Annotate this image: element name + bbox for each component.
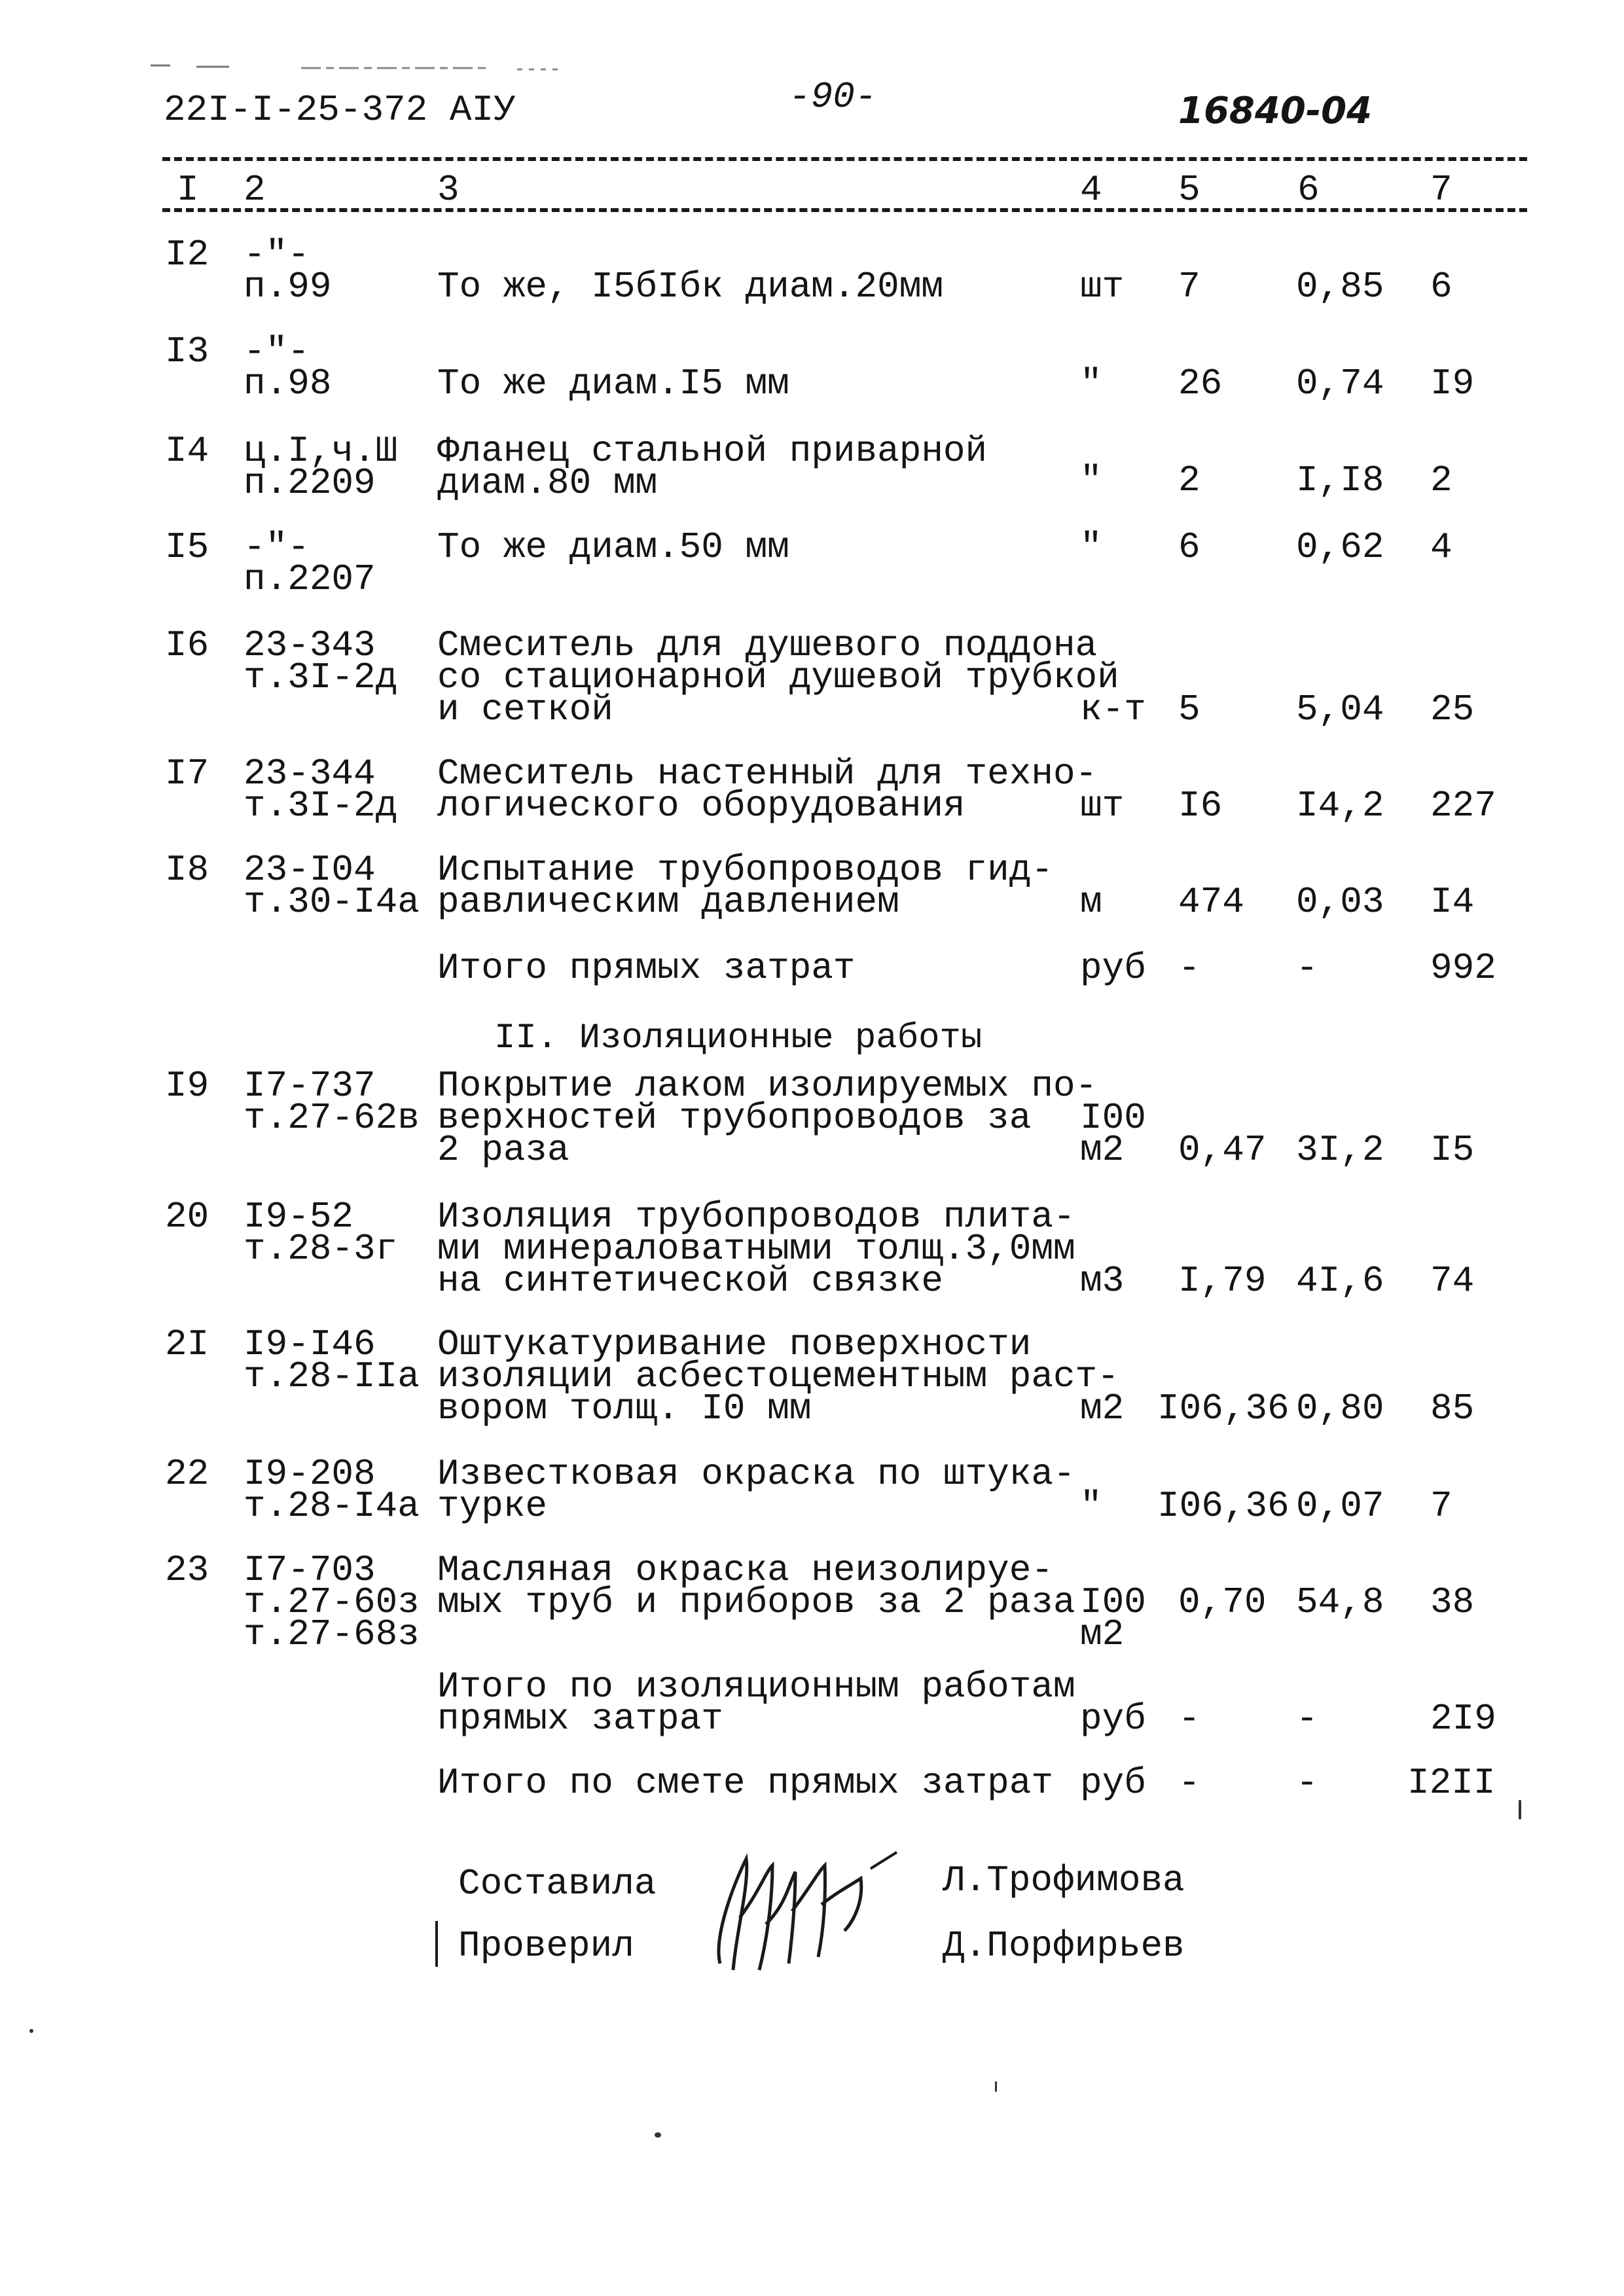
compiled-by-name: Л.Трофимова: [943, 1859, 1185, 1901]
row-desc: Изоляция трубопроводов плита- ми минераловатными толщ.3,0мм на синтетической связке: [437, 1196, 1075, 1302]
row-qty: 474: [1178, 881, 1244, 923]
row-no: I4: [165, 430, 209, 472]
scan-speck: [995, 2081, 997, 2092]
row-desc: Масляная окраска неизолируе- мых труб и приборов за 2 раза: [437, 1549, 1075, 1623]
col-header-6: 6: [1297, 169, 1320, 211]
row-ref: I9-52 т.28-3г: [244, 1196, 398, 1270]
grand-total-price: -: [1296, 1762, 1318, 1804]
scan-speck: [29, 2029, 33, 2033]
row-qty: 26: [1178, 363, 1223, 404]
row-qty: 2: [1178, 459, 1200, 501]
grand-total-qty: -: [1178, 1762, 1200, 1804]
checked-by-name: Д.Порфирьев: [943, 1925, 1185, 1967]
row-total: 6: [1430, 266, 1453, 308]
col-header-3: 3: [437, 169, 460, 211]
row-qty: 5: [1178, 689, 1200, 730]
row-ref: 23-344 т.3I-2д: [244, 753, 398, 827]
row-total: I4: [1430, 881, 1475, 923]
scan-speck: [655, 2132, 661, 2138]
row-unit: м: [1080, 881, 1102, 923]
insulation-subtotal-unit: руб: [1080, 1698, 1146, 1740]
col-header-1: I: [177, 169, 199, 211]
insulation-subtotal-label: Итого по изоляционным работам прямых затрат: [437, 1666, 1075, 1740]
row-price: 0,62: [1296, 526, 1384, 568]
row-desc: То же диам.50 мм: [437, 526, 789, 568]
row-unit: шт: [1080, 785, 1125, 827]
row-no: I2: [165, 234, 209, 276]
row-desc: Смеситель для душевого поддона со стационарной душевой трубкой и сеткой: [437, 624, 1119, 730]
row-qty: I06,36: [1157, 1388, 1290, 1429]
row-unit: I00 м2: [1080, 1097, 1146, 1171]
row-unit: к-т: [1080, 689, 1146, 730]
grand-total-unit: руб: [1080, 1762, 1146, 1804]
row-total: 4: [1430, 526, 1453, 568]
row-price: 5,04: [1296, 689, 1384, 730]
row-total: 7: [1430, 1485, 1453, 1527]
row-ref: I7-737 т.27-62в: [244, 1065, 420, 1139]
row-desc: Смеситель настенный для техно- логического оборудования: [437, 753, 1098, 827]
row-ref: I9-208 т.28-I4а: [244, 1453, 420, 1527]
row-price: 3I,2: [1296, 1129, 1384, 1171]
row-qty: 6: [1178, 526, 1200, 568]
row-total: 85: [1430, 1388, 1475, 1429]
row-total: 227: [1430, 785, 1496, 827]
row-qty: I,79: [1178, 1260, 1267, 1302]
row-no: I3: [165, 331, 209, 372]
insulation-subtotal-qty: -: [1178, 1698, 1200, 1740]
row-ref: I9-I46 т.28-IIа: [244, 1323, 420, 1397]
insulation-subtotal-total: 2I9: [1430, 1698, 1496, 1740]
row-unit: I00 м2: [1080, 1581, 1146, 1655]
row-qty: I6: [1178, 785, 1223, 827]
row-price: 0,03: [1296, 881, 1384, 923]
row-qty: 0,70: [1178, 1581, 1267, 1623]
row-desc: Фланец стальной приварной диам.80 мм: [437, 430, 988, 504]
row-no: I6: [165, 624, 209, 666]
row-unit: м3: [1080, 1260, 1125, 1302]
row-total: I9: [1430, 363, 1475, 404]
row-unit: ": [1080, 526, 1102, 568]
row-no: 20: [165, 1196, 209, 1238]
scan-marks: [151, 59, 576, 79]
col-header-7: 7: [1430, 169, 1453, 211]
grand-total-label: Итого по смете прямых затрат: [437, 1762, 1053, 1804]
scan-speck: [1519, 1800, 1521, 1820]
row-price: 0,85: [1296, 266, 1384, 308]
row-no: I9: [165, 1065, 209, 1107]
subtotal-unit: руб: [1080, 947, 1146, 989]
row-unit: ": [1080, 459, 1102, 501]
checked-by-label: Проверил: [458, 1925, 634, 1967]
row-ref: 23-343 т.3I-2д: [244, 624, 398, 698]
grand-total-total: I2II: [1407, 1762, 1496, 1804]
row-unit: ": [1080, 363, 1102, 404]
row-total: 74: [1430, 1260, 1475, 1302]
row-price: 0,07: [1296, 1485, 1384, 1527]
row-ref: -"- п.99: [244, 234, 332, 308]
row-no: I5: [165, 526, 209, 568]
row-qty: 7: [1178, 266, 1200, 308]
row-desc: То же диам.I5 мм: [437, 363, 789, 404]
subtotal-price: -: [1296, 947, 1318, 989]
insulation-subtotal-price: -: [1296, 1698, 1318, 1740]
row-desc: Оштукатуривание поверхности изоляции асбестоцементным раст- вором толщ. I0 мм: [437, 1323, 1119, 1429]
subtotal-qty: -: [1178, 947, 1200, 989]
row-unit: м2: [1080, 1388, 1125, 1429]
row-total: 2: [1430, 459, 1453, 501]
col-header-5: 5: [1178, 169, 1200, 211]
row-no: 22: [165, 1453, 209, 1495]
header-rule-bottom: [162, 208, 1527, 212]
row-no: I8: [165, 849, 209, 891]
header-rule-top: [162, 157, 1527, 161]
row-desc: То же, I5бIбк диам.20мм: [437, 266, 943, 308]
archive-number: 16840-04: [1178, 90, 1372, 132]
compiled-by-label: Составила: [458, 1863, 657, 1905]
handwritten-signature: [674, 1833, 936, 1996]
row-no: I7: [165, 753, 209, 795]
col-header-4: 4: [1080, 169, 1102, 211]
row-total: 25: [1430, 689, 1475, 730]
row-ref: ц.I,ч.Ш п.2209: [244, 430, 398, 504]
doc-code: 22I-I-25-372 АIУ: [164, 89, 516, 131]
row-unit: ": [1080, 1485, 1102, 1527]
row-desc: Испытание трубопроводов гид- равлическим давлением: [437, 849, 1053, 923]
row-ref: -"- п.98: [244, 331, 332, 404]
col-header-2: 2: [244, 169, 266, 211]
row-ref: I7-703 т.27-60з т.27-68з: [244, 1549, 420, 1655]
row-price: 0,74: [1296, 363, 1384, 404]
row-desc: Покрытие лаком изолируемых по- верхностей трубопроводов за 2 раза: [437, 1065, 1098, 1171]
margin-bar: [435, 1921, 438, 1967]
row-price: 4I,6: [1296, 1260, 1384, 1302]
row-total: I5: [1430, 1129, 1475, 1171]
row-unit: шт: [1080, 266, 1125, 308]
row-qty: 0,47: [1178, 1129, 1267, 1171]
row-no: 23: [165, 1549, 209, 1591]
row-price: I4,2: [1296, 785, 1384, 827]
row-desc: Известковая окраска по штука- турке: [437, 1453, 1075, 1527]
section-title: II. Изоляционные работы: [494, 1018, 983, 1058]
row-ref: 23-I04 т.30-I4а: [244, 849, 420, 923]
subtotal-total: 992: [1430, 947, 1496, 989]
subtotal-label: Итого прямых затрат: [437, 947, 856, 989]
row-no: 2I: [165, 1323, 209, 1365]
row-ref: -"- п.2207: [244, 526, 376, 600]
row-qty: I06,36: [1157, 1485, 1290, 1527]
row-price: 0,80: [1296, 1388, 1384, 1429]
row-total: 38: [1430, 1581, 1475, 1623]
page-number: -90-: [789, 76, 877, 118]
row-price: I,I8: [1296, 459, 1384, 501]
row-price: 54,8: [1296, 1581, 1384, 1623]
